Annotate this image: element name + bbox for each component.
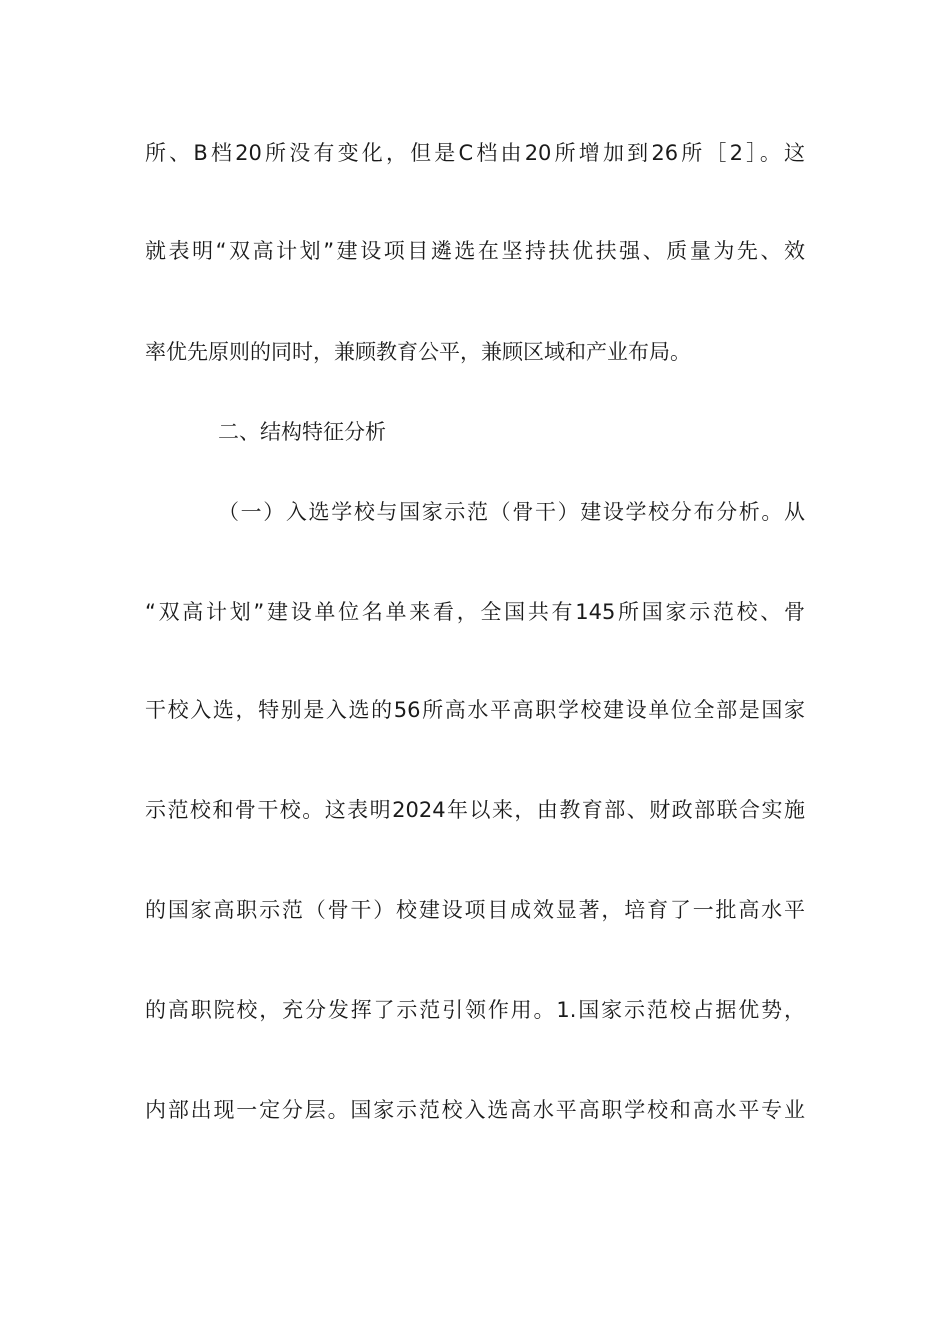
paragraph-line: 率优先原则的同时，兼顾教育公平，兼顾区域和产业布局。 [145,340,691,364]
subsection-heading-line: （一）入选学校与国家示范（骨干）建设学校分布分析。从 [218,500,805,524]
paragraph-line: “双高计划”建设单位名单来看，全国共有145所国家示范校、骨 [145,600,805,624]
paragraph-line: 的高职院校，充分发挥了示范引领作用。1.国家示范校占据优势， [145,998,805,1022]
paragraph-line: 的国家高职示范（骨干）校建设项目成效显著，培育了一批高水平 [145,898,805,922]
paragraph-line: 所、B档20所没有变化，但是C档由20所增加到26所［2］。这 [145,141,805,165]
paragraph-line: 内部出现一定分层。国家示范校入选高水平高职学校和高水平专业 [145,1098,805,1122]
paragraph-line: 示范校和骨干校。这表明2024年以来，由教育部、财政部联合实施 [145,798,805,822]
section-heading: 二、结构特征分析 [218,420,386,444]
paragraph-line: 就表明“双高计划”建设项目遴选在坚持扶优扶强、质量为先、效 [145,239,805,263]
paragraph-line: 干校入选，特别是入选的56所高水平高职学校建设单位全部是国家 [145,698,805,722]
